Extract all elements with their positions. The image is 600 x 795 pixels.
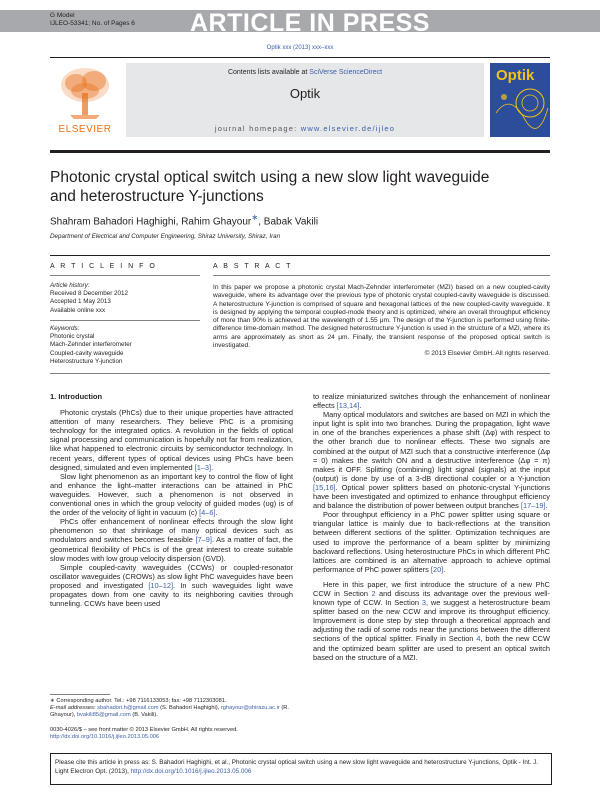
journal-name: Optik [289, 86, 321, 101]
footnote-rule [50, 694, 110, 695]
keyword-item: Heterostructure Y-junction [50, 357, 123, 365]
authors-last: , Babak Vakili [258, 216, 319, 228]
citation-doi-link[interactable]: http://dx.doi.org/10.1016/j.ijleo.2013.05.006 [130, 768, 252, 775]
paragraph: Photonic crystals (PhCs) due to their unique properties have attracted attention of many researchers. They believe PhC is a promising technology for the integrated optics. A revolution in the fields of optical signal processing and communication is hopefully not far from realization, like what happened to electronic circuits by semiconductor technology. In recent years, different types of optical devices using PhCs have been designed, simulated and even implemented [1–3]. [50, 408, 293, 472]
abstract-copyright: © 2013 Elsevier GmbH. All rights reserved. [424, 350, 550, 358]
citation-link[interactable]: [15,16] [313, 482, 336, 492]
gmodel-label: G Model [50, 12, 75, 19]
section-heading-introduction: 1. Introduction [50, 392, 103, 401]
citation-text: Please cite this article in press as: S. Bahadori Haghighi, et al., Photonic crystal optical switch using a new slow light waveguide and heterostructure Y-junctions, Optik - Int. J. Light Electron Opt. (2013), [55, 759, 539, 775]
keywords-block [50, 325, 200, 366]
keyword-item: Mach-Zehnder interferometer [50, 341, 132, 349]
header-top-rule [50, 57, 550, 58]
article-history [50, 282, 200, 315]
elsevier-wordmark: ELSEVIER [58, 124, 112, 135]
history-received: Received 8 December 2012 [50, 290, 129, 298]
right-column [313, 392, 550, 662]
corresponding-author-mark[interactable]: ∗ [251, 212, 259, 222]
citation-notice [55, 758, 545, 776]
citation-link[interactable]: [4–6] [199, 508, 216, 518]
homepage-link[interactable]: www.elsevier.de/ijleo [300, 124, 396, 133]
sciverse-link[interactable]: SciVerse ScienceDirect [309, 69, 383, 76]
homepage-prefix: journal homepage: [214, 124, 298, 133]
paragraph: to realize miniaturized switches through the enhancement of nonlinear effects [13,14]. [313, 392, 550, 411]
abstract-body: In this paper we propose a photonic crystal Mach-Zehnder interferometer (MZI) based on a new coupled-cavity waveguide, where its advantage over the previous type of photonic crystal coupled-cavity waveguide is discussed. A heterostructure Y-junction is comprised of square and hexagonal lattices of the new coupled-cavity waveguide. It is designed by applying the temporal coupled-mode theory and is optimized, where an overall throughput efficiency of more than 90% is achieved at the wavelength of 1.55 μm. The design of the Y-junction is performed using finite-difference time-domain method. The designed heterostructure Y-junction is used in the structure of a MZI, where its arms are approximately as short as 24 μm. Finally, the transient response of the proposed optical switch is investigated. [213, 284, 550, 350]
paragraph: Poor throughput efficiency in a PhC power splitter using square or triangular lattice is mainly due to back-reflections at the transition between different sections of the splitter. Optimization techniques are used to improve the performance of a beam splitter by minimizing backward reflections. Using heterostructure PhCs in which different PhC lattices are combined is an alternative approach to achieve optimal performance of PhC power splitters [20]. [313, 510, 550, 574]
manuscript-id: IJLEO-53341; [50, 20, 91, 27]
contents-availability [126, 69, 484, 76]
section-link[interactable]: 3 [421, 598, 426, 608]
corresponding-author-note: ∗ Corresponding author. Tel.: +98 7116133053; fax: +98 7112303081. [50, 698, 227, 704]
manuscript-info [50, 12, 135, 28]
article-in-press-banner: ARTICLE IN PRESS [190, 9, 430, 37]
paragraph: Here in this paper, we first introduce the structure of a new PhC CCW in Section 2 and discuss its advantage over the previous well-known type of CCW. In Section 3, we suggest a heterostructure beam splitter based on the new CCW and improve its throughput efficiency. Improvement is done step by step through a theoretical approach and adjusting the radii of some rods near the junctions between the different sections of the optical splitter. Finally in Section 4, both the new CCW and the optimized beam splitter are used to present an optical switch based on the structure of a MZI. [313, 579, 550, 662]
footnote-block [50, 698, 293, 741]
email-link[interactable]: sbahadori.h@gmail.com [97, 705, 159, 711]
info-top-rule [50, 255, 550, 256]
citation-link[interactable]: [13,14] [336, 401, 360, 411]
abstract-bottom-rule [50, 373, 550, 374]
abstract-heading: A B S T R A C T [213, 263, 293, 270]
citation-link[interactable]: [20] [430, 564, 444, 574]
email-label: E-mail addresses: [50, 705, 96, 711]
keyword-item: Photonic crystal [50, 333, 95, 341]
info-sub-rule [50, 275, 200, 276]
paragraph: Simple coupled-cavity waveguides (CCWs) or coupled-resonator oscillator waveguides (CROWs) as slow light PhC waveguides have been proposed and investigated [10–12]. In such waveguides light wave propagates down from one cavity to its neighboring cavities through tunneling. CCWs have been used [50, 562, 293, 609]
citation-link[interactable]: [7–9] [195, 535, 212, 545]
history-online: Available online xxx [50, 306, 106, 314]
left-column [50, 392, 293, 608]
paragraph: Slow light phenomenon as an important key to control the flow of light and enhance the light–matter interactions can be attained in PhC waveguides. However, such a phenomenon is not observed in conventional ones in which the group velocity of guided modes (υg) is of the order of the velocity of light in vacuum (c) [4–6]. [50, 471, 293, 518]
author-list [50, 212, 318, 227]
keyword-item: Coupled-cavity waveguide [50, 349, 124, 357]
issn-line: 0030-4026/$ – see front matter © 2013 Elsevier GmbH. All rights reserved. [50, 727, 238, 733]
article-info-heading: A R T I C L E I N F O [50, 263, 157, 270]
paragraph: PhCs offer enhancement of nonlinear effects through the slow light phenomenon so that shrinkage of many optical devices such as modulators and switches becomes feasible [7–9]. As a matter of fact, the geometrical flexibility of PhCs is of the great interest to create suitable slow modes with low group velocity dispersion (GVD). [50, 517, 293, 563]
paragraph: Many optical modulators and switches are based on MZI in which the input light is split into two branches. During the propagation, light wave in one of the branches experiences a phase shift (Δφ) with respect to the other branch due to nonlinear effects. These two signals are combined at the output of MZI such that a constructive interference (Δφ = 0) makes the switch ON and a destructive interference (Δφ = π) makes it OFF. Splitting (combining) light signal (signals) at the input (output) is done by use of a 3-dB directional coupler or a Y-junction [15,16]. Optical power splitters based on photonic-crystal Y-junctions have been investigated and optimized to enhance throughput efficiency and balance the distribution of power between output branches [17–19]. [313, 410, 550, 511]
article-title: Photonic crystal optical switch using a new slow light waveguide and heterostructure Y-junctions [50, 169, 490, 205]
abstract-text [213, 284, 550, 359]
journal-homepage [126, 124, 484, 133]
doi-link[interactable]: http://dx.doi.org/10.1016/j.ijleo.2013.05.006 [50, 734, 160, 740]
email-link[interactable]: bvakili85@gmail.com [76, 712, 131, 718]
email-addresses: E-mail addresses: sbahadori.h@gmail.com (S. Bahadori Haghighi), rghayour@shirazu.ac.ir (R. Ghayour), bvakili85@gmail.com (B. Vakili). [50, 705, 289, 718]
citation-link[interactable]: [17–19] [520, 501, 546, 511]
keywords-label: Keywords: [50, 325, 80, 332]
contents-prefix: Contents lists available at [227, 69, 308, 76]
authors-main: Shahram Bahadori Haghighi, Rahim Ghayour [50, 216, 252, 228]
citation-notice-box [50, 753, 552, 785]
journal-citation-line[interactable]: Optik xxx (2013) xxx–xxx [266, 45, 334, 51]
email-link[interactable]: rghayour@shirazu.ac.ir [220, 705, 280, 711]
page-count: No. of Pages 6 [91, 20, 135, 27]
section-link[interactable]: 2 [371, 588, 376, 598]
citation-link[interactable]: [10–12] [148, 580, 174, 590]
history-accepted: Accepted 1 May 2013 [50, 298, 111, 306]
journal-cover-thumbnail [490, 63, 550, 137]
affiliation: Department of Electrical and Computer Engineering, Shiraz University, Shiraz, Iran [50, 233, 281, 240]
history-label: Article history: [50, 282, 90, 289]
citation-link[interactable]: [1–3] [194, 462, 212, 472]
keywords-rule [50, 320, 200, 321]
abstract-sub-rule [213, 275, 550, 276]
header-bottom-rule [50, 150, 550, 153]
cover-title: Optik [496, 67, 535, 84]
section-link[interactable]: 4 [476, 634, 481, 644]
